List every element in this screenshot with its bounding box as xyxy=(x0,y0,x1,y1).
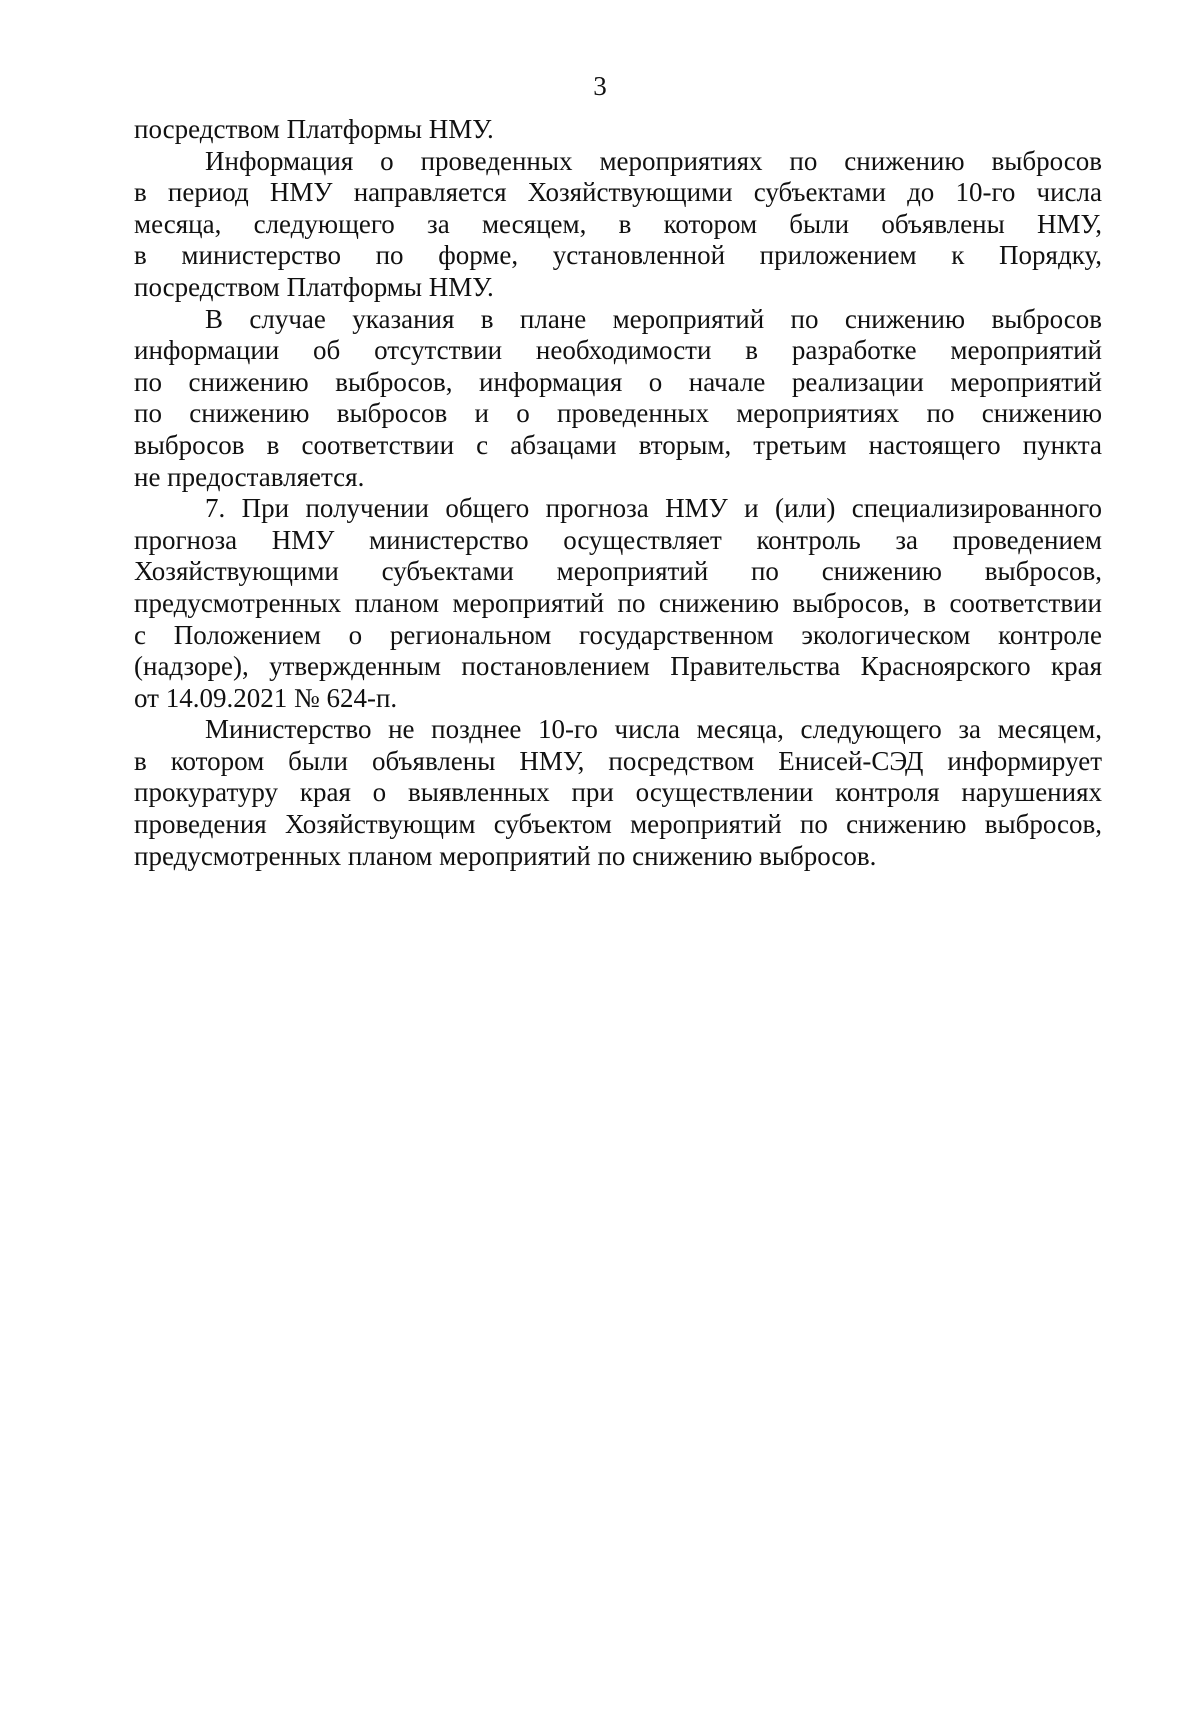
text-line: прокуратуру края о выявленных при осуществлении контроля нарушениях xyxy=(134,777,1102,808)
text-line: в период НМУ направляется Хозяйствующими субъектами до 10-го числа xyxy=(134,177,1102,208)
text-line: посредством Платформы НМУ. xyxy=(134,271,494,302)
text-line: Хозяйствующими субъектами мероприятий по снижению выбросов, xyxy=(134,556,1102,587)
text-line: проведения Хозяйствующим субъектом мероприятий по снижению выбросов, xyxy=(134,809,1102,840)
text-line: не предоставляется. xyxy=(134,461,365,492)
text-line: посредством Платформы НМУ. xyxy=(134,114,494,144)
paragraph xyxy=(134,304,1102,494)
text-line: с Положением о региональном государственном экологическом контроле xyxy=(134,619,1102,650)
text-line: в котором были объявлены НМУ, посредством Енисей-СЭД информирует xyxy=(134,745,1102,776)
text-line: в министерство по форме, установленной приложением к Порядку, xyxy=(134,240,1102,271)
text-line: (надзоре), утвержденным постановлением Правительства Красноярского края xyxy=(134,651,1102,682)
text-line: Информация о проведенных мероприятиях по снижению выбросов xyxy=(205,145,1102,176)
text-line: от 14.09.2021 № 624-п. xyxy=(134,682,398,713)
text-line: выбросов в соответствии с абзацами вторым, третьим настоящего пункта xyxy=(134,429,1102,460)
text-line: месяца, следующего за месяцем, в котором были объявлены НМУ, xyxy=(134,208,1102,239)
page-number: 3 xyxy=(593,71,607,101)
text-line: предусмотренных планом мероприятий по снижению выбросов, в соответствии xyxy=(134,587,1102,618)
text-line: по снижению выбросов и о проведенных мероприятиях по снижению xyxy=(134,398,1102,429)
text-line: Министерство не позднее 10-го числа месяца, следующего за месяцем, xyxy=(205,714,1102,745)
text-line: 7. При получении общего прогноза НМУ и (или) специализированного xyxy=(205,493,1102,524)
text-line: В случае указания в плане мероприятий по снижению выбросов xyxy=(205,303,1102,334)
document-body xyxy=(134,114,1102,872)
paragraph xyxy=(134,114,1102,146)
text-line: информации об отсутствии необходимости в разработке мероприятий xyxy=(134,335,1102,366)
paragraph xyxy=(134,493,1102,714)
paragraph xyxy=(134,146,1102,304)
text-line: предусмотренных планом мероприятий по снижению выбросов. xyxy=(134,840,877,871)
text-line: по снижению выбросов, информация о начале реализации мероприятий xyxy=(134,366,1102,397)
paragraph xyxy=(134,714,1102,872)
text-line: прогноза НМУ министерство осуществляет контроль за проведением xyxy=(134,524,1102,555)
